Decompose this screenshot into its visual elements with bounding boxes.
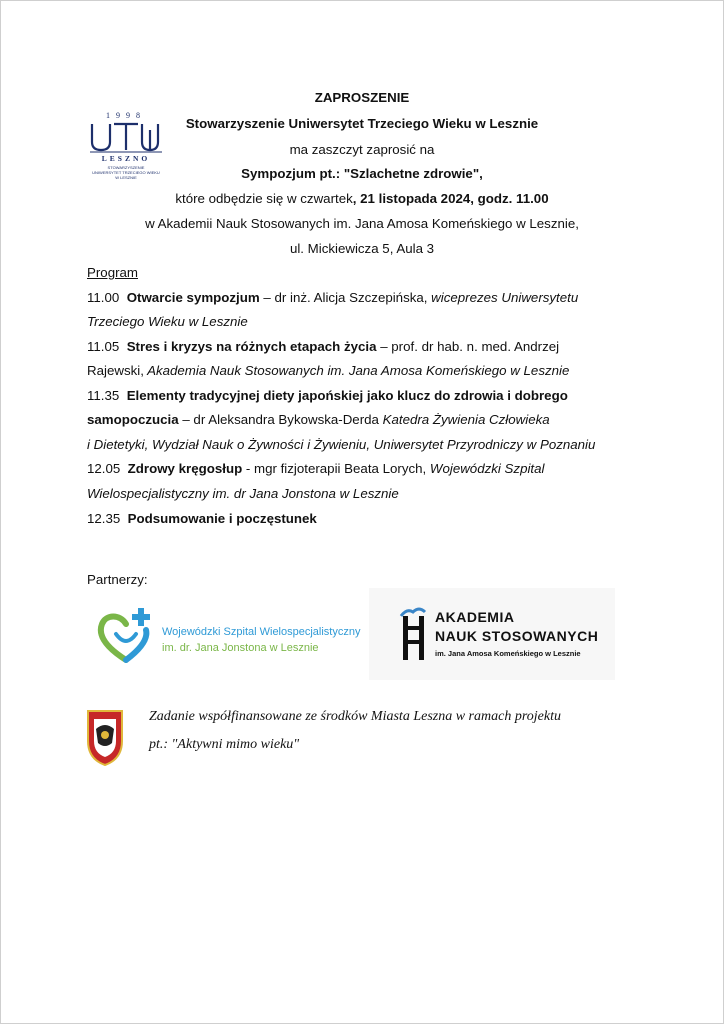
invitation-title: ZAPROSZENIE [314, 90, 410, 105]
program-item-3-cont [87, 412, 550, 427]
invite-line: ma zaszczyt zaprosić na [289, 142, 435, 157]
program-title: Elementy tradycyjnej diety japońskiej jako klucz do zdrowia i dobrego [126, 388, 568, 403]
symposium-prefix: Sympozjum pt.: [241, 166, 341, 181]
program-speaker: – dr Aleksandra Bykowska-Derda [178, 412, 379, 427]
program-item-4 [87, 461, 544, 476]
symposium-line [0, 166, 724, 181]
program-item-2-cont [87, 363, 569, 378]
program-item-2 [87, 339, 559, 354]
utw-logo-caption-3: W LESZNIE [115, 175, 137, 180]
hospital-logo [94, 604, 361, 666]
ans-ladder-icon [397, 602, 431, 662]
funding-line-2: pt.: "Aktywni mimo wieku" [149, 737, 300, 752]
funding-line-1: Zadanie współfinansowane ze środków Miasta Leszna w ramach projektu [149, 709, 561, 724]
program-role: Katedra Żywienia Człowieka [378, 412, 550, 427]
program-item-4-cont: Wielospecjalistyczny im. dr Jana Jonstona w Lesznie [87, 486, 399, 501]
date-line [0, 191, 724, 206]
program-speaker: - mgr fizjoterapii Beata Lorych, [242, 461, 427, 476]
program-speaker: – prof. dr hab. n. med. Andrzej [376, 339, 560, 354]
program-item-5 [87, 511, 317, 526]
program-title: samopoczucia [87, 412, 179, 427]
program-item-3-cont-2: i Dietetyki, Wydział Nauk o Żywności i Żywieniu, Uniwersytet Przyrodniczy w Poznaniu [87, 437, 596, 452]
program-title: Zdrowy kręgosłup [127, 461, 243, 476]
program-time: 11.00 [87, 290, 120, 305]
hospital-name-1: Wojewódzki Szpital Wielospecjalistyczny [162, 626, 361, 638]
date-prefix: które odbędzie się w czwartek [175, 191, 353, 206]
hospital-name-2: im. dr. Jana Jonstona w Lesznie [162, 642, 319, 654]
ans-logo [369, 588, 615, 680]
program-item-1-cont: Trzeciego Wieku w Lesznie [87, 314, 248, 329]
venue-line: w Akademii Nauk Stosowanych im. Jana Amosa Komeńskiego w Lesznie, [145, 216, 579, 231]
utw-logo-caption-1: STOWARZYSZENIE [107, 165, 145, 170]
ans-name-2: NAUK STOSOWANYCH [435, 628, 599, 644]
program-item-3 [87, 388, 568, 403]
program-time: 11.05 [87, 339, 120, 354]
program-time: 12.35 [87, 511, 121, 526]
partners-label: Partnerzy: [87, 572, 148, 587]
program-title: Otwarcie sympozjum [126, 290, 260, 305]
program-title: Stres i kryzys na różnych etapach życia [126, 339, 377, 354]
program-role: Wojewódzki Szpital [426, 461, 545, 476]
program-speaker: – dr inż. Alicja Szczepińska, [259, 290, 428, 305]
utw-logo-year: 1998 [106, 111, 146, 120]
program-time: 12.05 [87, 461, 121, 476]
program-speaker: Rajewski, [87, 363, 144, 378]
organization-name: Stowarzyszenie Uniwersytet Trzeciego Wieku w Lesznie [185, 116, 539, 131]
leszno-crest-icon [86, 707, 124, 767]
program-time: 11.35 [87, 388, 120, 403]
program-heading: Program [87, 265, 138, 280]
program-title: Podsumowanie i poczęstunek [127, 511, 317, 526]
ans-name-3: im. Jana Amosa Komeńskiego w Lesznie [435, 649, 581, 658]
address-line: ul. Mickiewicza 5, Aula 3 [289, 241, 435, 256]
date-value: , 21 listopada 2024, godz. 11.00 [352, 191, 549, 206]
utw-logo-city: LESZNO [101, 154, 151, 163]
utw-logo-caption-2: UNIWERSYTET TRZECIEGO WIEKU [92, 170, 160, 175]
program-item-1 [87, 290, 578, 305]
program-role: Akademia Nauk Stosowanych im. Jana Amosa Komeńskiego w Lesznie [143, 363, 570, 378]
hospital-heart-icon [94, 604, 158, 666]
program-role: wiceprezes Uniwersytetu [427, 290, 579, 305]
ans-name-1: AKADEMIA [435, 609, 515, 625]
symposium-title: "Szlachetne zdrowie", [343, 166, 483, 181]
